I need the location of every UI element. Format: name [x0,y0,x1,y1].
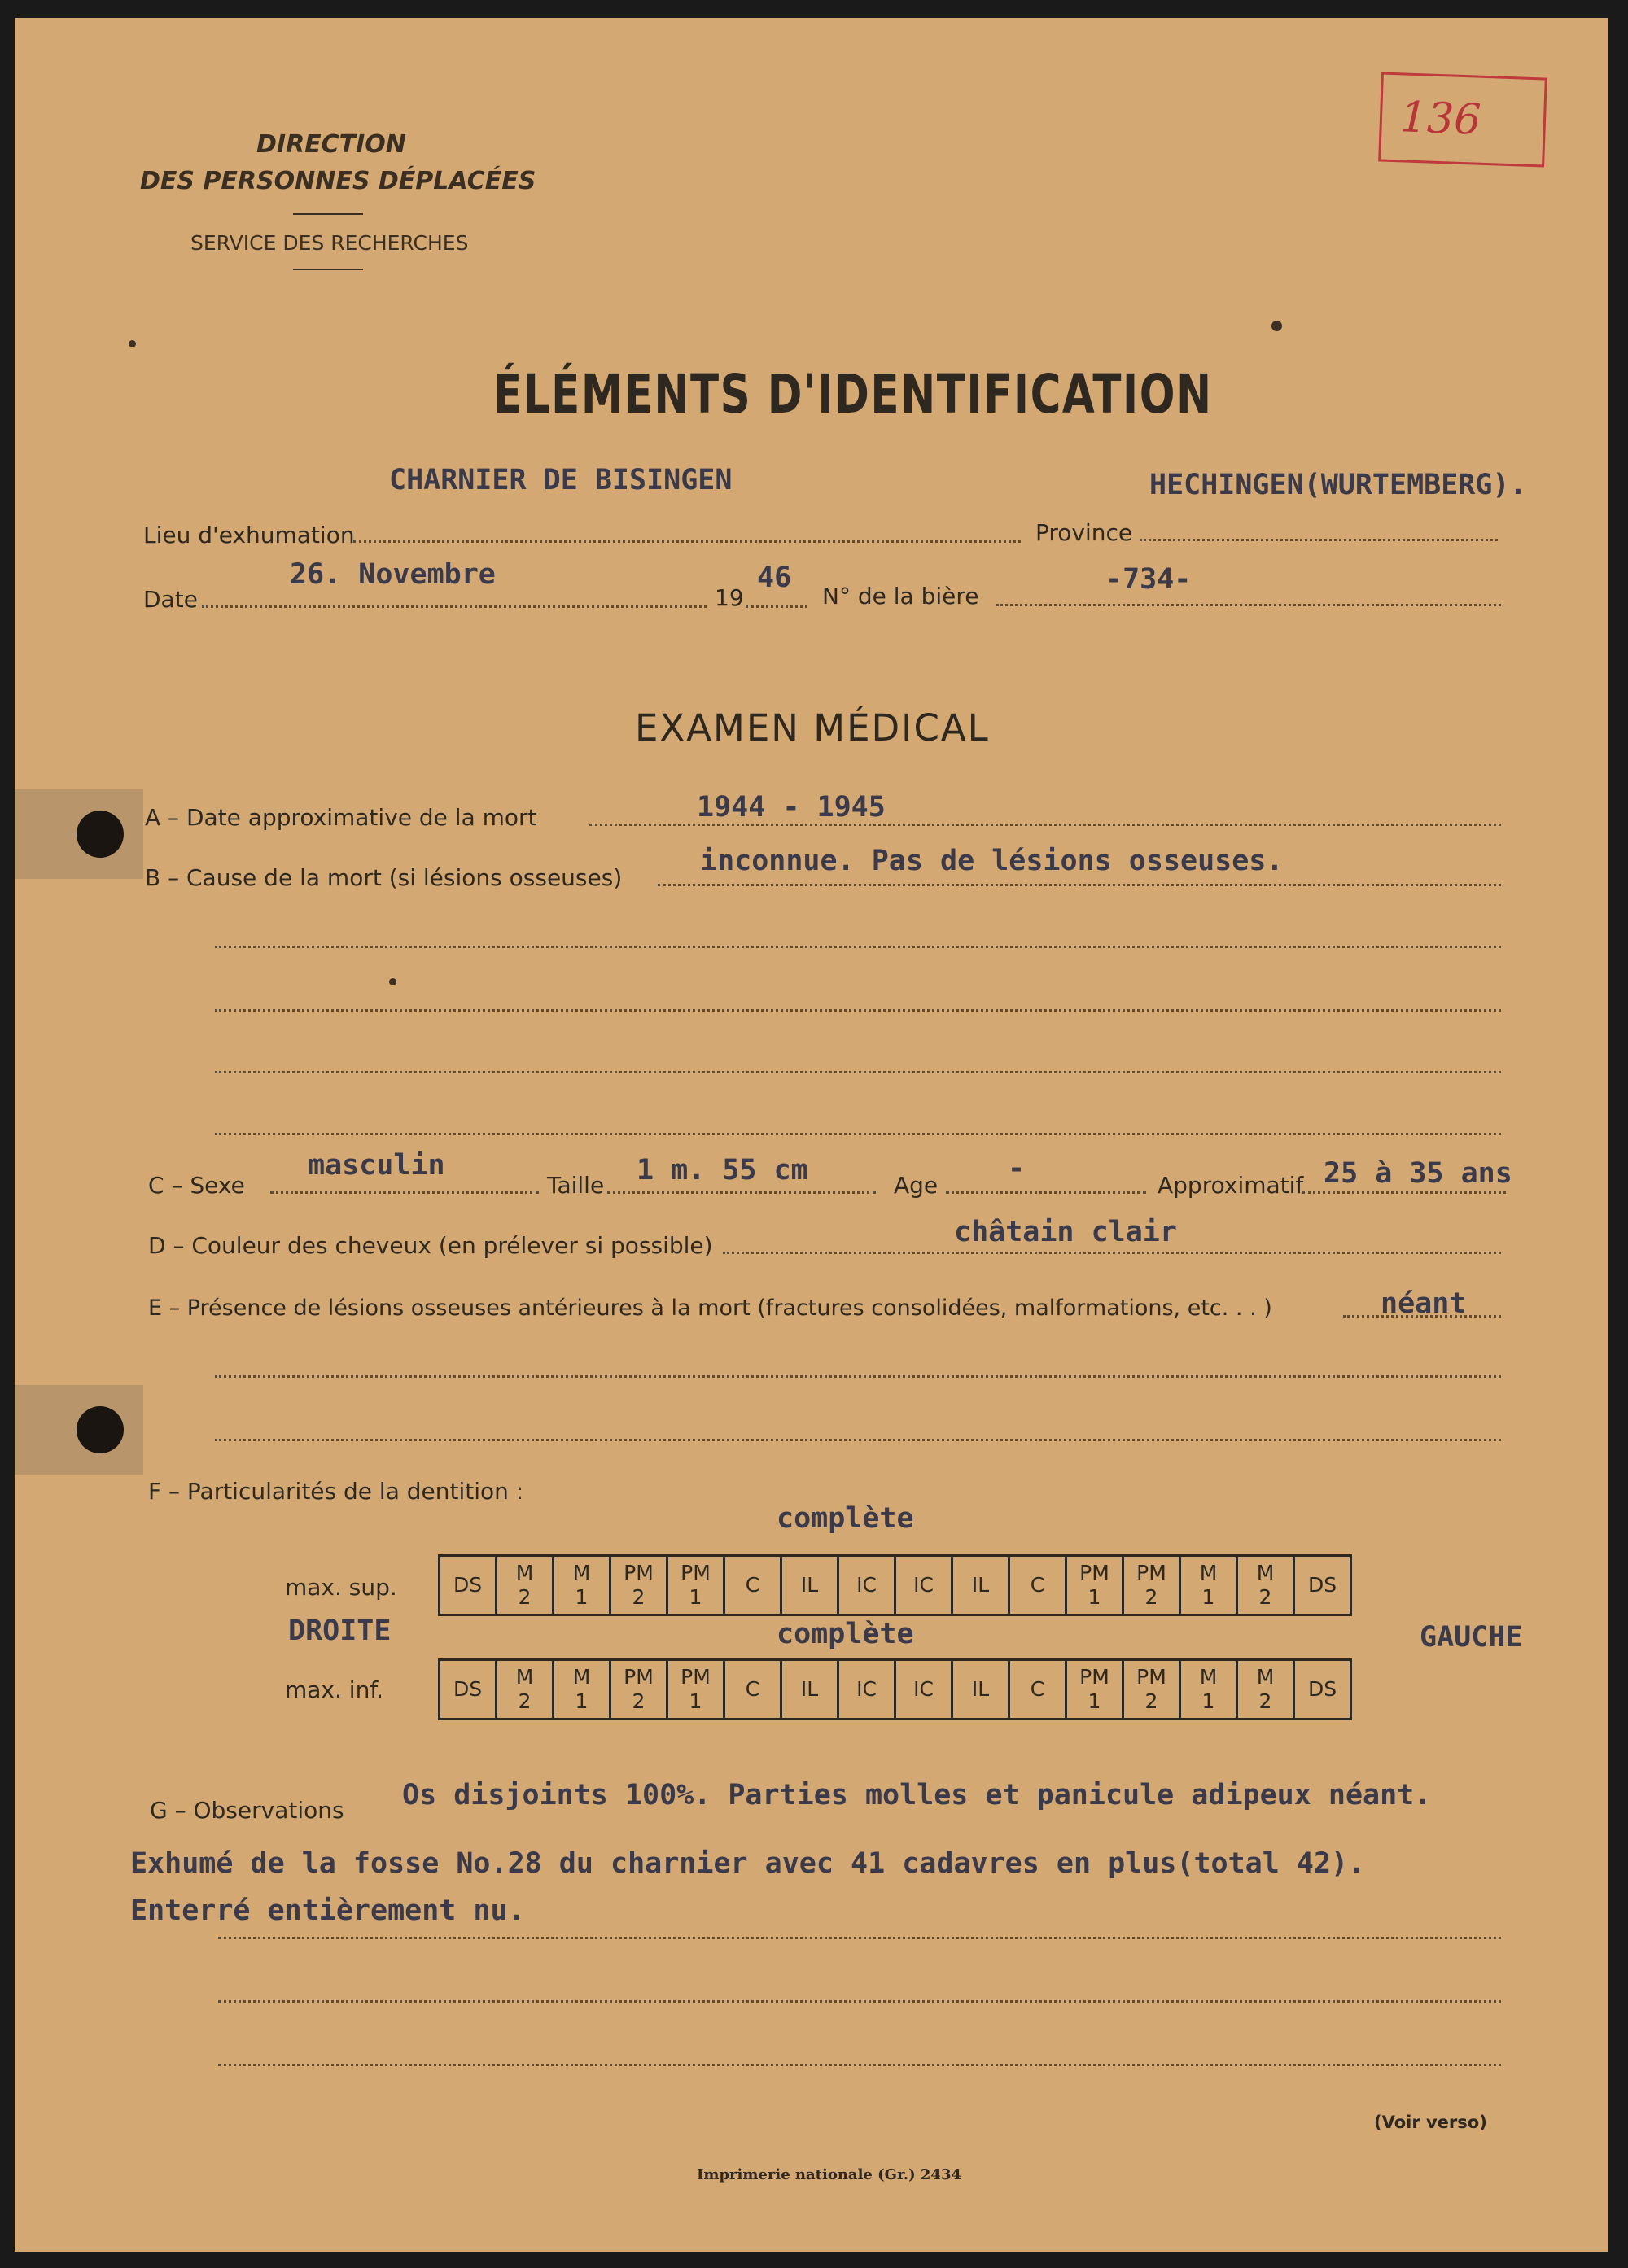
tooth-number: 2 [518,1689,532,1713]
d-dots [723,1252,1501,1254]
tooth-code: M [1199,1665,1218,1689]
tooth-number: 2 [518,1585,532,1609]
tooth-cell [781,1660,838,1720]
printer-imprint: Imprimerie nationale (Gr.) 2434 [697,2166,961,2183]
lower-jaw-label: max. inf. [285,1676,384,1703]
lower-note: complète [777,1618,914,1650]
observation-line-1: Os disjoints 100%. Parties molles et panicule adipeux néant. [402,1779,1432,1811]
tooth-code: PM [1079,1665,1109,1689]
upper-note: complète [777,1502,914,1535]
tooth-code: M [1256,1665,1275,1689]
tooth-cell [1237,1556,1294,1615]
tooth-code: DS [453,1573,483,1597]
lieu-dots [353,540,1021,543]
tooth-cell [1009,1556,1066,1615]
punch-hole [77,1406,124,1453]
d-value: châtain clair [954,1216,1177,1248]
province-label: Province [1035,519,1133,546]
tooth-number: 1 [1201,1585,1215,1609]
tooth-code: IL [800,1677,819,1701]
approx-label: Approximatif [1158,1172,1304,1199]
exam-title: EXAMEN MÉDICAL [635,706,990,749]
biere-label: N° de la bière [822,583,979,610]
e-dots [1343,1315,1501,1318]
voir-verso-note: (Voir verso) [1374,2113,1487,2132]
right-side-label: DROITE [288,1615,392,1647]
b-dots-5 [215,1133,1501,1135]
b-dots-4 [215,1071,1501,1073]
header-rule-2 [293,269,363,270]
tooth-cell [952,1556,1009,1615]
tooth-code: C [745,1677,760,1701]
observation-line-3: Enterré entièrement nu. [130,1894,525,1927]
date-dots [202,605,707,608]
tooth-cell [724,1556,781,1615]
tooth-number: 2 [632,1585,646,1609]
province-value: HECHINGEN(WURTEMBERG). [1149,469,1527,501]
age-label: Age [894,1172,939,1199]
tooth-code: C [1030,1677,1045,1701]
tooth-cell [1294,1660,1351,1720]
tooth-code: C [1030,1573,1045,1597]
tooth-cell [554,1556,610,1615]
a-dots [589,824,1501,826]
tooth-code: PM [1136,1561,1166,1584]
tooth-cell [610,1556,667,1615]
tooth-number: 2 [1144,1585,1158,1609]
tooth-cell [667,1660,724,1720]
e-dots-2 [215,1375,1501,1378]
tooth-code: IC [856,1677,877,1701]
tooth-number: 2 [632,1689,646,1713]
age-value: - [1008,1152,1026,1185]
tooth-cell [554,1660,610,1720]
tooth-cell [895,1660,952,1720]
tooth-cell [1123,1556,1180,1615]
date-value: 26. Novembre [290,558,496,591]
header-service: SERVICE DES RECHERCHES [190,231,469,255]
tooth-code: DS [453,1677,483,1701]
b-dots [658,884,1501,886]
punch-hole [77,811,124,858]
tooth-code: PM [681,1665,711,1689]
lieu-value: CHARNIER DE BISINGEN [389,464,733,496]
e-value: néant [1381,1287,1467,1320]
c-dots [270,1191,539,1194]
biere-dots [996,604,1501,606]
tooth-cell [1180,1556,1237,1615]
tooth-code: M [572,1665,591,1689]
page-number-stamp [1378,72,1547,167]
g-dots [218,1937,1501,1939]
c-label: C – Sexe [148,1172,245,1199]
tooth-code: PM [1079,1561,1109,1584]
approx-value: 25 à 35 ans [1324,1157,1512,1190]
tooth-cell [1294,1556,1351,1615]
tooth-code: IL [971,1573,990,1597]
age-dots [946,1191,1146,1194]
tooth-code: IC [913,1677,934,1701]
tooth-code: IL [800,1573,819,1597]
tooth-number: 2 [1258,1585,1272,1609]
tooth-cell [440,1660,497,1720]
taille-label: Taille [547,1172,605,1199]
tooth-cell [838,1556,895,1615]
upper-teeth-chart [438,1554,1352,1616]
tooth-code: C [745,1573,760,1597]
tooth-number: 1 [1088,1689,1101,1713]
taille-value: 1 m. 55 cm [637,1154,808,1186]
lower-teeth-chart [438,1658,1352,1720]
tooth-code: PM [624,1561,654,1584]
tooth-cell [1237,1660,1294,1720]
tooth-code: M [515,1561,534,1584]
tooth-code: IC [913,1573,934,1597]
tooth-code: PM [1136,1665,1166,1689]
tooth-code: PM [624,1665,654,1689]
tooth-cell [610,1660,667,1720]
header-rule [293,213,363,215]
tooth-number: 1 [689,1689,702,1713]
d-label: D – Couleur des cheveux (en prélever si possible) [148,1232,713,1259]
tooth-number: 1 [1088,1585,1101,1609]
c-value: masculin [308,1149,445,1182]
tooth-code: IL [971,1677,990,1701]
header-department: DES PERSONNES DÉPLACÉES [140,167,536,195]
province-dots [1140,539,1498,541]
tooth-number: 1 [575,1585,589,1609]
tooth-code: M [1256,1561,1275,1584]
year-value: 46 [757,562,792,594]
year-dots [746,605,807,608]
f-label: F – Particularités de la dentition : [148,1478,524,1505]
tooth-cell [781,1556,838,1615]
tooth-number: 1 [1201,1689,1215,1713]
tooth-number: 1 [575,1689,589,1713]
tooth-cell [1123,1660,1180,1720]
g-dots-2 [218,2000,1501,2003]
tooth-cell [440,1556,497,1615]
tooth-code: M [572,1561,591,1584]
b-label: B – Cause de la mort (si lésions osseuses) [145,864,623,891]
a-label: A – Date approximative de la mort [145,804,537,831]
tooth-cell [838,1660,895,1720]
tooth-cell [952,1660,1009,1720]
paper-speck [389,978,396,985]
observation-line-2: Exhumé de la fosse No.28 du charnier avec 41 cadavres en plus(total 42). [130,1847,1366,1880]
tooth-cell [1180,1660,1237,1720]
tooth-code: DS [1307,1677,1337,1701]
header-direction: DIRECTION [256,130,406,159]
tooth-cell [1009,1660,1066,1720]
tooth-cell [667,1556,724,1615]
left-side-label: GAUCHE [1420,1621,1523,1654]
date-label: Date [143,586,198,613]
tooth-cell [895,1556,952,1615]
tooth-number: 2 [1144,1689,1158,1713]
tooth-number: 1 [689,1585,702,1609]
e-label: E – Présence de lésions osseuses antérieures à la mort (fractures consolidées, malformations, etc. . . ) [148,1296,1272,1321]
b-dots-2 [215,946,1501,948]
upper-jaw-label: max. sup. [285,1574,397,1601]
tooth-code: IC [856,1573,877,1597]
approx-dots [1302,1191,1506,1194]
biere-value: -734- [1105,563,1192,596]
tooth-code: PM [681,1561,711,1584]
tooth-code: DS [1307,1573,1337,1597]
page-title: ÉLÉMENTS D'IDENTIFICATION [493,363,1213,426]
lieu-label: Lieu d'exhumation [143,522,355,548]
tooth-number: 2 [1258,1689,1272,1713]
g-label: G – Observations [150,1797,344,1824]
taille-dots [607,1191,876,1194]
g-dots-3 [218,2064,1501,2066]
tooth-code: M [1199,1561,1218,1584]
tooth-cell [497,1556,554,1615]
tooth-cell [1066,1660,1123,1720]
tooth-cell [1066,1556,1123,1615]
tooth-code: M [515,1665,534,1689]
b-dots-3 [215,1009,1501,1012]
stamp-number: 136 [1398,93,1482,145]
e-dots-3 [215,1439,1501,1441]
paper-speck [129,340,136,347]
paper-speck [1271,321,1282,331]
a-value: 1944 - 1945 [697,791,886,824]
tooth-cell [724,1660,781,1720]
b-value: inconnue. Pas de lésions osseuses. [700,845,1284,877]
tooth-cell [497,1660,554,1720]
year-prefix: 19 [715,584,744,611]
